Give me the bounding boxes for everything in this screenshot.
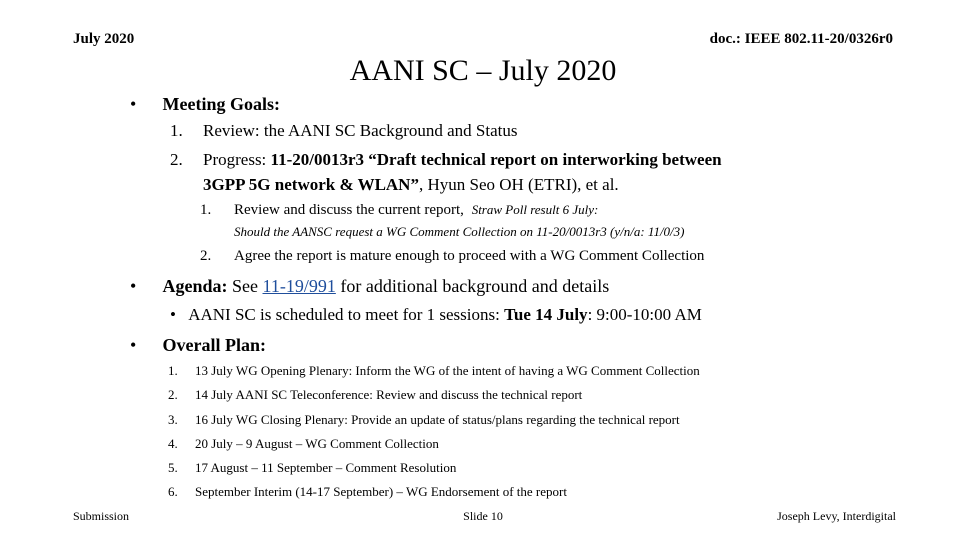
plan-text: 14 July AANI SC Teleconference: Review and discuss the technical report bbox=[195, 387, 583, 403]
list-item bbox=[168, 411, 680, 436]
plan-number: 3. bbox=[168, 411, 178, 427]
bullet-icon: • bbox=[130, 335, 137, 355]
goal-prefix: Progress: bbox=[203, 150, 271, 169]
agenda-sub-line bbox=[170, 305, 702, 325]
goal-text: Review: the AANI SC Background and Status bbox=[203, 121, 518, 140]
goal-authors: , Hyun Seo OH (ETRI), et al. bbox=[418, 175, 619, 194]
list-item bbox=[168, 460, 457, 484]
plan-text: September Interim (14-17 September) – WG Endorsement of the report bbox=[195, 484, 567, 500]
plan-number: 1. bbox=[168, 363, 178, 378]
meeting-goals-heading bbox=[130, 94, 280, 115]
goal-item-1 bbox=[170, 121, 518, 141]
agenda-label: Agenda: bbox=[162, 276, 228, 296]
plan-list bbox=[168, 363, 700, 509]
bullet-icon: • bbox=[130, 94, 137, 114]
overall-plan-heading bbox=[130, 335, 266, 356]
slide-title: AANI SC – July 2020 bbox=[349, 54, 617, 87]
agenda-see: See bbox=[227, 276, 263, 296]
sub-text: Agree the report is mature enough to proceed with a WG Comment Collection bbox=[234, 248, 705, 264]
goal-number: 1. bbox=[170, 121, 183, 140]
plan-text: 13 July WG Opening Plenary: Inform the WG of the intent of having a WG Comment Collection bbox=[195, 363, 700, 378]
plan-text: 20 July – 9 August – WG Comment Collection bbox=[195, 435, 439, 451]
list-item bbox=[168, 484, 567, 508]
agenda-sub-date: Tue 14 July bbox=[504, 305, 588, 324]
plan-text: 17 August – 11 September – Comment Resolution bbox=[195, 460, 457, 476]
list-item bbox=[168, 363, 700, 387]
overall-plan-label: Overall Plan: bbox=[162, 335, 266, 355]
list-item bbox=[168, 435, 439, 460]
plan-number: 5. bbox=[168, 460, 178, 476]
agenda-sub-time: : 9:00-10:00 AM bbox=[587, 305, 702, 324]
plan-number: 6. bbox=[168, 484, 178, 500]
goal-item-2-line2 bbox=[203, 175, 619, 195]
plan-text: 16 July WG Closing Plenary: Provide an update of status/plans regarding the technical report bbox=[195, 411, 680, 427]
straw-poll-label: Straw Poll result 6 July: bbox=[471, 202, 599, 217]
goal-doc-title-cont: 3GPP 5G network & WLAN” bbox=[203, 175, 419, 194]
goal-sub-item-2 bbox=[200, 248, 705, 265]
plan-number: 2. bbox=[168, 387, 178, 403]
footer-author: Joseph Levy, Interdigital bbox=[777, 509, 896, 523]
sub-text: Review and discuss the current report, bbox=[234, 202, 464, 218]
plan-number: 4. bbox=[168, 435, 178, 451]
bullet-icon: • bbox=[170, 305, 176, 324]
agenda-sub-text: AANI SC is scheduled to meet for 1 sessions: bbox=[188, 305, 505, 324]
goal-sub-item-1 bbox=[200, 202, 599, 219]
list-item bbox=[168, 387, 583, 411]
footer-slide-number: Slide 10 bbox=[463, 509, 503, 523]
sub-number: 1. bbox=[200, 202, 212, 218]
agenda-rest: for additional background and details bbox=[335, 276, 610, 296]
meeting-goals-label: Meeting Goals: bbox=[162, 94, 280, 114]
footer-submission: Submission bbox=[73, 509, 130, 523]
header-doc-id: doc.: IEEE 802.11-20/0326r0 bbox=[709, 31, 893, 47]
bullet-icon: • bbox=[130, 276, 137, 296]
agenda-line bbox=[130, 276, 609, 297]
straw-poll-note: Should the AANSC request a WG Comment Collection on 11-20/0013r3 (y/n/a: 11/0/3) bbox=[234, 224, 685, 239]
agenda-doc-link[interactable]: 11-19/991 bbox=[262, 276, 336, 296]
sub-number: 2. bbox=[200, 248, 212, 264]
goal-item-2 bbox=[170, 150, 722, 170]
header-date: July 2020 bbox=[73, 31, 135, 47]
goal-number: 2. bbox=[170, 150, 183, 169]
goal-doc-title: 11-20/0013r3 “Draft technical report on interworking between bbox=[270, 150, 722, 169]
